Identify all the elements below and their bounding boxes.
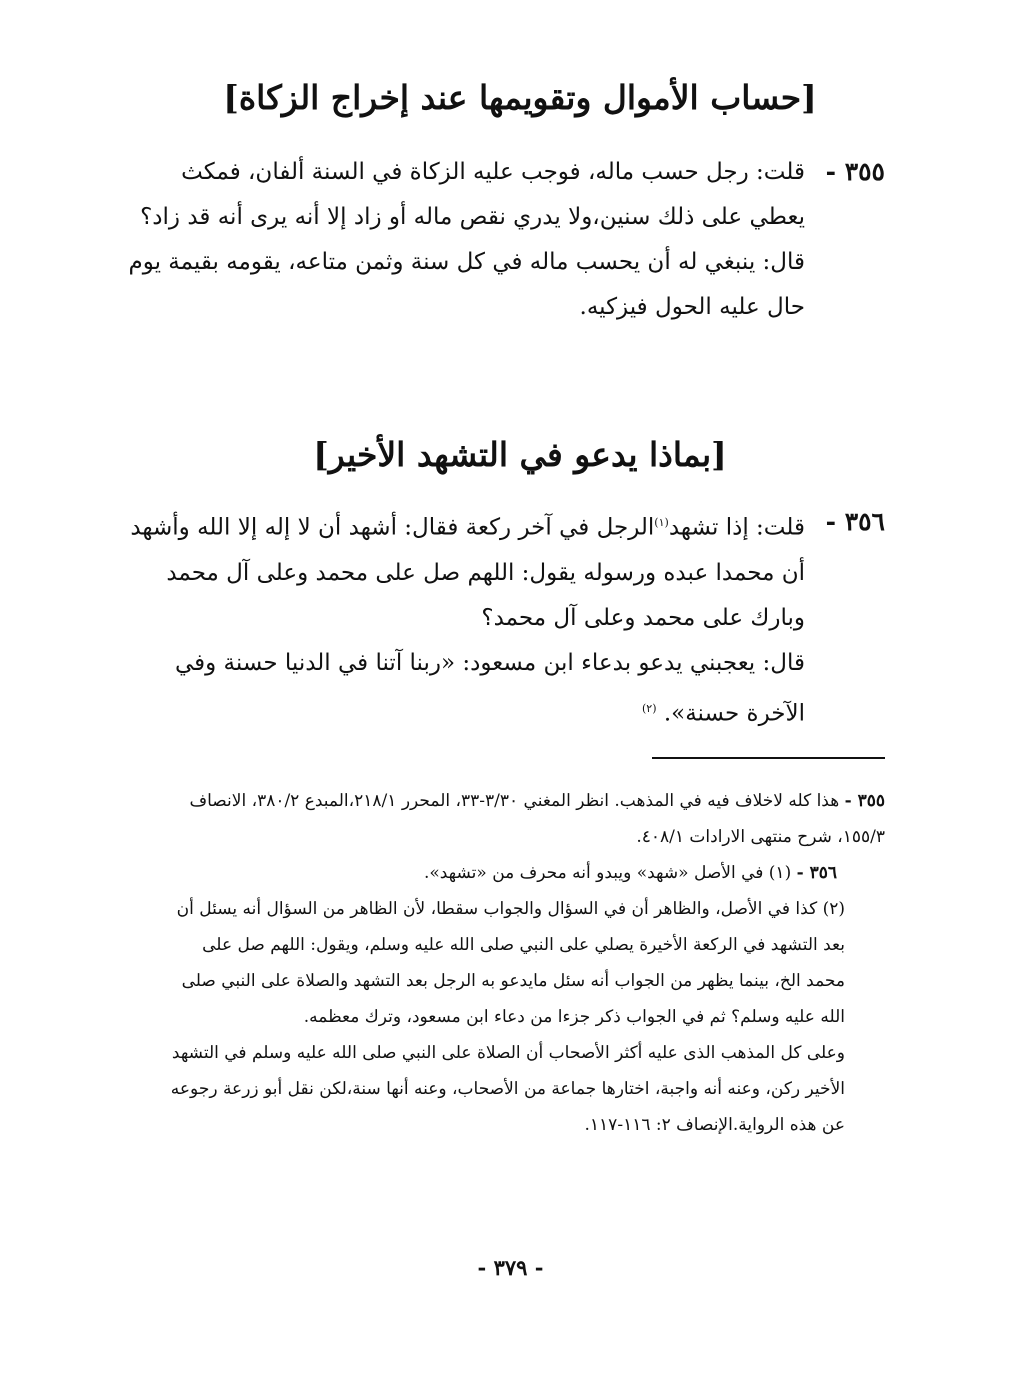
entry-question: [120, 500, 805, 641]
entry-number: ٣٥٥ -: [825, 157, 885, 186]
entry-question: قلت: رجل حسب ماله، فوجب عليه الزكاة في السنة ألفان، فمكث يعطي على ذلك سنين،ولا يدري نقص ماله أو زاد إلا أنه يرى أنه قد زاد؟: [140, 159, 805, 230]
entry-body: [120, 500, 805, 736]
footnote-356-2: [170, 891, 885, 1035]
entry-answer: قال: ينبغي له أن يحسب ماله في كل سنة وثمن متاعه، يقومه بقيمة يوم حال عليه الحول فيزكيه.: [128, 249, 805, 320]
question-text-start: قلت: إذا تشهد: [668, 514, 805, 541]
footnotes: [170, 783, 885, 1143]
footnote-marker: (١): [768, 863, 792, 883]
footnote-356-3: [170, 1035, 885, 1143]
entry-body: [120, 150, 805, 330]
section-heading-zakat: [حساب الأموال وتقويمها عند إخراج الزكاة]: [223, 78, 817, 117]
footnote-ref-1: (١): [654, 516, 669, 529]
footnote-text: في الأصل «شهد» ويبدو أنه محرف من «تشهد».: [423, 863, 764, 883]
footnote-divider: [652, 757, 885, 759]
footnote-text: كذا في الأصل، والظاهر أن في السؤال والجواب سقطا، لأن الظاهر من السؤال أنه يسئل أن بعد التشهد في الركعة الأخيرة يصلي على النبي صلى الله عليه وسلم، ويقول: اللهم صل على محمد الخ، بينما يظهر من الجواب أنه سئل مايدعو به الرجل بعد التشهد والصلاة على النبي صلى الله عليه وسلم؟ ثم في الجواب ذكر جزءا من دعاء ابن مسعود، وترك معظمه.: [176, 899, 845, 1027]
question-text-end: الرجل في آخر ركعة فقال: أشهد أن لا إله إلا الله وأشهد أن محمدا عبده ورسوله يقول: اللهم صل على محمد وعلى آل محمد وبارك على محمد وعلى آل محمد؟: [130, 514, 805, 631]
section-heading-tashahhud: [بماذا يدعو في التشهد الأخير]: [313, 435, 727, 474]
footnote-text: وعلى كل المذهب الذى عليه أكثر الأصحاب أن الصلاة على النبي صلى الله عليه وسلم في التشهد الأخير ركن، وعنه أنه واجبة، اختارها جماعة من الأصحاب، وعنه أنها سنة،لكن نقل أبو زرعة رجوعه عن هذه الرواية.الإنصاف ٢: ١١٦-١١٧.: [170, 1043, 845, 1135]
page-number: - ٣٧٩ -: [477, 1255, 544, 1280]
entry-answer: [120, 641, 805, 737]
answer-text: قال: يعجبني يدعو بدعاء ابن مسعود: «ربنا آتنا في الدنيا حسنة وفي الآخرة حسنة».: [174, 649, 805, 727]
entry-number: ٣٥٦ -: [825, 507, 885, 536]
entry-355: [120, 150, 885, 330]
entry-356: [120, 500, 885, 736]
footnote-number: ٣٥٦ -: [796, 863, 837, 883]
footnote-355: [170, 783, 885, 855]
footnote-number: ٣٥٥ -: [844, 791, 885, 811]
footnote-356-1: [170, 855, 885, 891]
footnote-text: هذا كله لاخلاف فيه في المذهب. انظر المغني ٣/٣٠-٣٣، المحرر ٢١٨/١،المبدع ٣٨٠/٢، الانصاف ١٥٥/٣، شرح منتهى الارادات ٤٠٨/١.: [189, 791, 885, 847]
footnote-ref-2: (٢): [642, 701, 657, 715]
footnote-marker: (٢): [822, 899, 845, 919]
